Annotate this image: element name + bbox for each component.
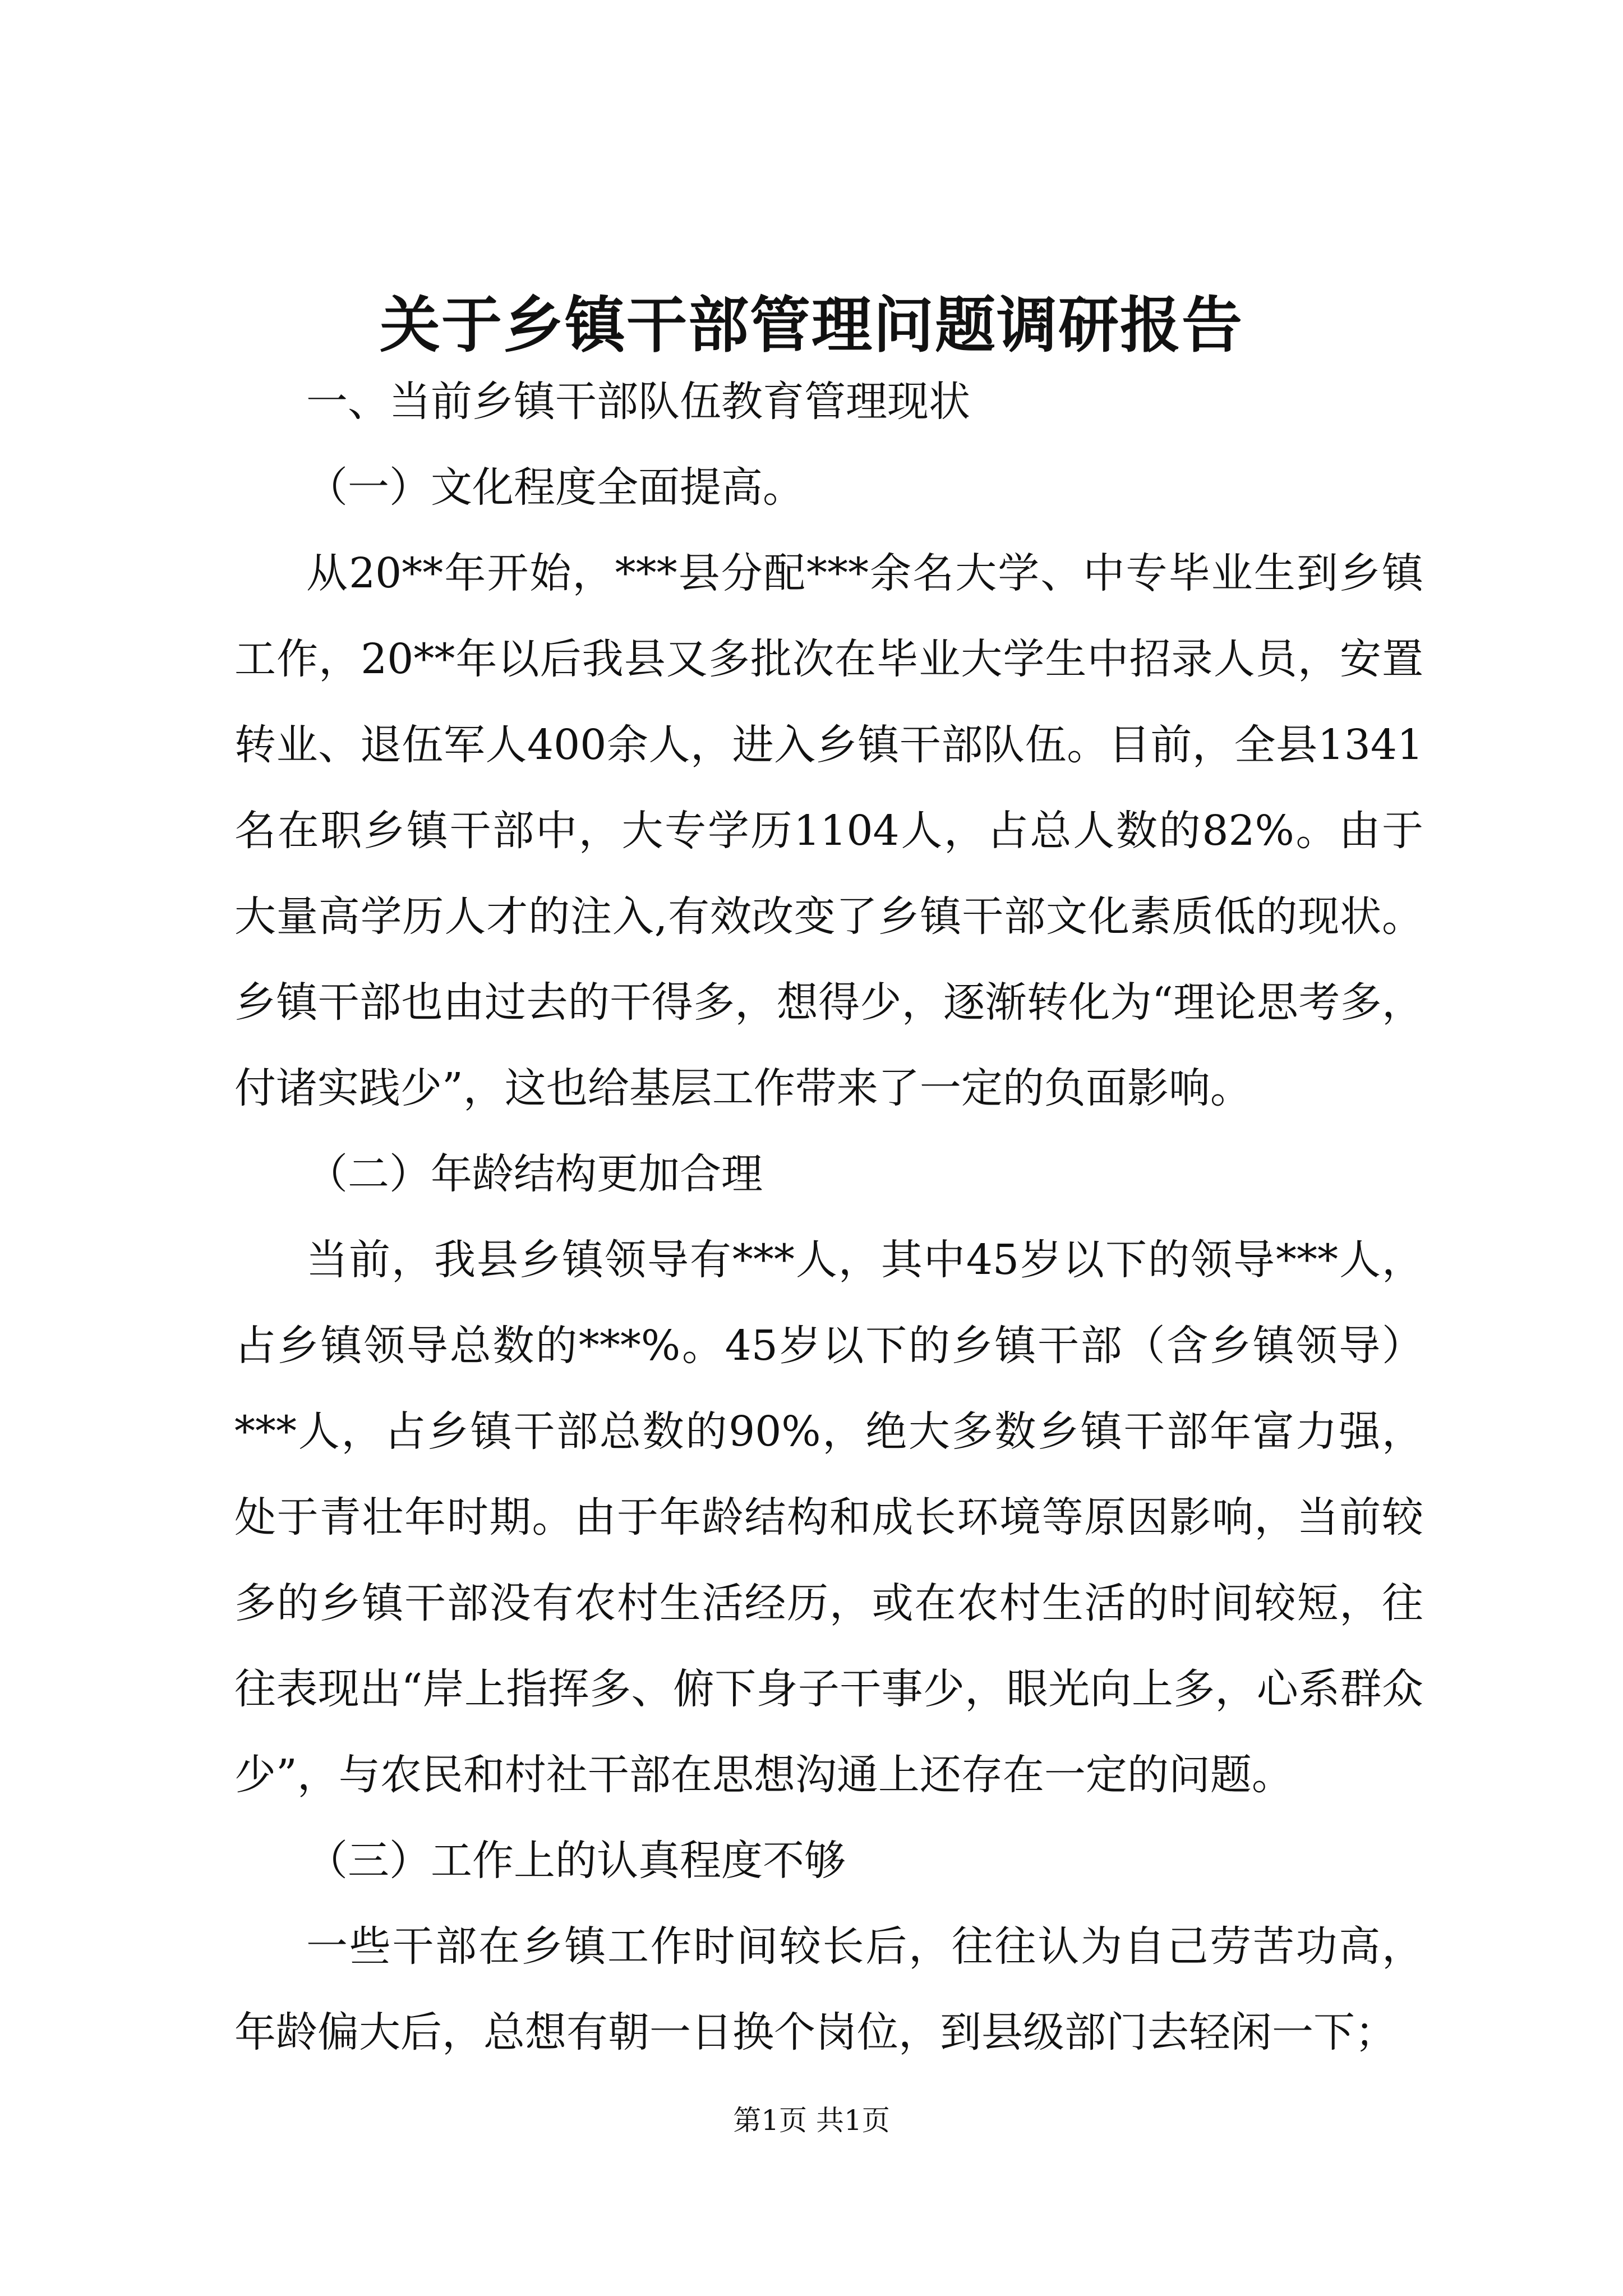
paragraph-work-attitude: 一些干部在乡镇工作时间较长后，往往认为自己劳苦功高，年龄偏大后，总想有朝一日换个岗位，到县级部门去轻闲一下； <box>234 1922 1423 2056</box>
page-footer: 第1页 共1页 <box>733 2104 890 2137</box>
paragraph-age-structure: 当前，我县乡镇领导有***人，其中45岁以下的领导***人，占乡镇领导总数的***%。45岁以下的乡镇干部（含乡镇领导）***人，占乡镇干部总数的90%，绝大多数乡镇干部年富力强，处于青壮年时期。由于年龄结构和成长环境等原因影响，当前较多的乡镇干部没有农村生活经历，或在农村生活的时间较短，往往表现出“岸上指挥多、俯下身子干事少，眼光向上多，心系群众少”，与农民和村社干部在思想沟通上还存在一定的问题。 <box>234 1236 1423 1799</box>
section-heading-1: 一、当前乡镇干部队伍教育管理现状 <box>306 378 970 426</box>
document-title: 关于乡镇干部管理问题调研报告 <box>379 290 1243 361</box>
document-body <box>234 359 1423 2076</box>
subsection-heading-2: （二）年龄结构更加合理 <box>306 1150 763 1198</box>
subsection-heading-3: （三）工作上的认真程度不够 <box>306 1837 846 1885</box>
paragraph-education-level: 从20**年开始，***县分配***余名大学、中专毕业生到乡镇工作，20**年以后我县又多批次在毕业大学生中招录人员，安置转业、退伍军人400余人，进入乡镇干部队伍。目前，全县1341名在职乡镇干部中，大专学历1104人，占总人数的82%。由于大量高学历人才的注入,有效改变了乡镇干部文化素质低的现状。乡镇干部也由过去的干得多，想得少，逐渐转化为“理论思考多，付诸实践少”，这也给基层工作带来了一定的负面影响。 <box>234 549 1423 1112</box>
subsection-heading-1: （一）文化程度全面提高。 <box>306 463 804 512</box>
